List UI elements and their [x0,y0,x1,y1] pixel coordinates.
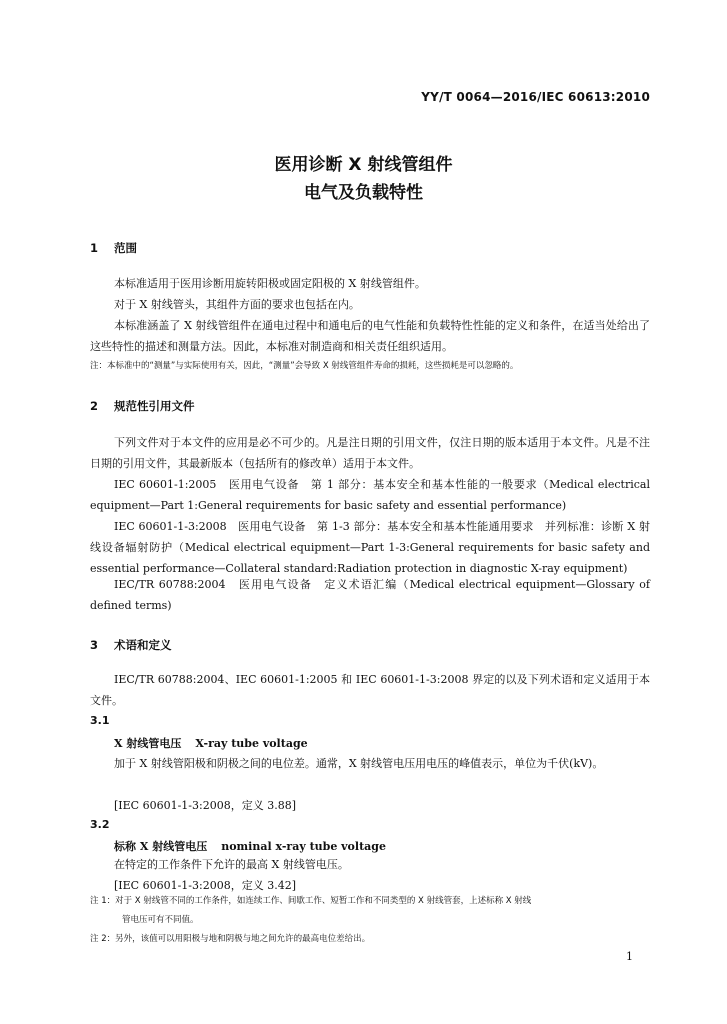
note-line: 注 1：对于 X 射线管不同的工作条件，如连续工作、间歇工作、短暂工作和不同类型的 X 射线管套，上述标称 X 射线 [90,896,532,906]
note-line: 管电压可有不同值。 [122,915,199,925]
note: 注 2：另外，该值可以用阳极与地和阴极与地之间允许的最高电位差给出。 [90,934,371,944]
definition: 加于 X 射线管阳极和阴极之间的电位差。通常，X 射线管电压用电压的峰值表示，单位为千伏(kV)。 [114,757,604,770]
note [90,892,650,930]
section-number: 3 [90,638,99,652]
standard-code: YY/T 0064—2016/IEC 60613:2010 [421,90,650,104]
reference-entry: IEC 60601-1-3:2008 医用电气设备 第 1-3 部分：基本安全和基本性能通用要求 并列标准：诊断 X 射线设备辐射防护（Medical electrical equipment—Part 1-3:General requirements for basic safety and essential performance—Collateral standard:Radiation protection in diagnostic X-ray equipment) [90,520,650,575]
term-chinese: 标称 X 射线管电压 [114,840,208,853]
term-english: nominal x-ray tube voltage [221,840,386,853]
reference-entry: IEC 60601-1:2005 医用电气设备 第 1 部分：基本安全和基本性能的一般要求（Medical electrical equipment—Part 1:General requirements for basic safety and essential performance) [90,478,650,512]
section-1-heading [90,240,137,256]
term-chinese: X 射线管电压 [114,737,182,750]
page-number: 1 [626,950,633,963]
term-english: X-ray tube voltage [195,737,308,750]
paragraph: 下列文件对于本文件的应用是必不可少的。凡是注日期的引用文件，仅注日期的版本适用于本文件。凡是不注日期的引用文件，其最新版本（包括所有的修改单）适用于本文件。 [90,436,650,470]
term-heading [114,838,386,854]
source-reference: [IEC 60601-1-3:2008，定义 3.88] [114,799,296,812]
paragraph: 对于 X 射线管头，其组件方面的要求也包括在内。 [114,298,360,311]
section-title: 规范性引用文件 [114,399,195,413]
document-title-line1: 医用诊断 X 射线管组件 [274,155,453,175]
clause-number: 3.1 [90,714,110,727]
section-title: 术语和定义 [114,638,172,652]
definition: 在特定的工作条件下允许的最高 X 射线管电压。 [114,858,349,871]
source-reference: [IEC 60601-1-3:2008，定义 3.42] [114,879,296,892]
section-2-heading [90,398,195,414]
section-3-heading [90,637,172,653]
note: 注：本标准中的“测量”与实际使用有关，因此，“测量”会导致 X 射线管组件寿命的损耗，这些损耗是可以忽略的。 [90,361,519,371]
document-title-line2: 电气及负载特性 [304,183,423,203]
section-number: 1 [90,241,99,255]
term-heading [114,735,308,751]
section-number: 2 [90,399,99,413]
reference-entry: IEC/TR 60788:2004 医用电气设备 定义术语汇编（Medical electrical equipment—Glossary of defined terms) [90,578,650,612]
clause-number: 3.2 [90,818,110,831]
paragraph: 本标准涵盖了 X 射线管组件在通电过程中和通电后的电气性能和负载特性性能的定义和条件，在适当处给出了这些特性的描述和测量方法。因此，本标准对制造商和相关责任组织适用。 [90,319,650,353]
paragraph: IEC/TR 60788:2004、IEC 60601-1:2005 和 IEC 60601-1-3:2008 界定的以及下列术语和定义适用于本文件。 [90,673,650,707]
paragraph: 本标准适用于医用诊断用旋转阳极或固定阳极的 X 射线管组件。 [114,277,426,290]
section-title: 范围 [114,241,137,255]
